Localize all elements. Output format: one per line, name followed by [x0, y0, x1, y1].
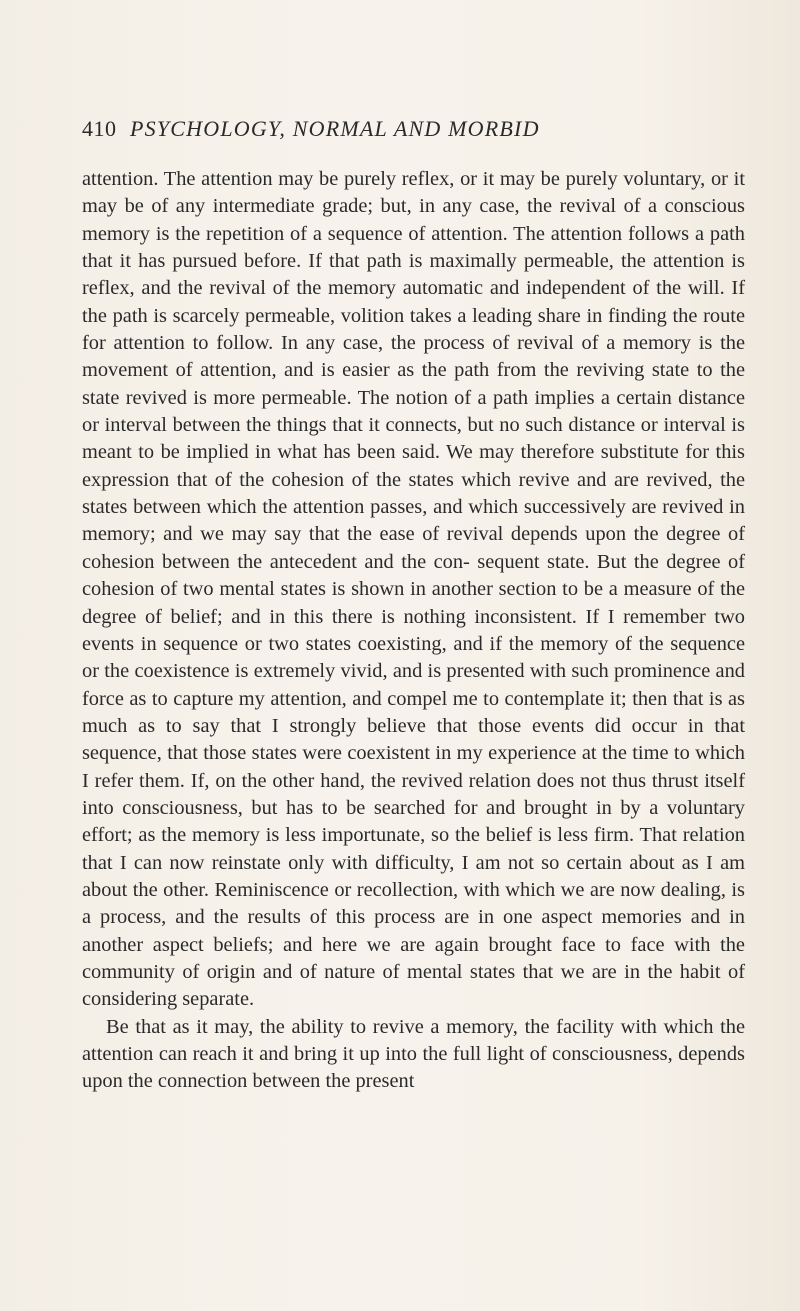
running-title: PSYCHOLOGY, NORMAL AND MORBID: [130, 116, 540, 141]
page-number: 410: [82, 116, 117, 141]
page-header: [82, 116, 742, 150]
body-text: [82, 166, 745, 1096]
paragraph-be-that-as-it-may: Be that as it may, the ability to revive a memory, the facility with which the attention can reach it and bring it up into the full light of consciousness, depends upon the connection between the present: [82, 1015, 745, 1093]
paragraph-continued: attention. The attention may be purely reflex, or it may be purely voluntary, or it may be of any intermediate grade; but, in any case, the revival of a conscious memory is the repetition of a sequence of attention. The attention follows a path that it has pursued before. If that path is maximally permeable, the attention is reflex, and the revival of the memory automatic and independent of the will. If the path is scarcely permeable, volition takes a leading share in finding the route for attention to follow. In any case, the process of revival of a memory is the movement of attention, and is easier as the path from the reviving state to the state revived is more permeable. The notion of a path implies a certain distance or interval between the things that it connects, but no such distance or interval is meant to be implied in what has been said. We may therefore substitute for this expression that of the cohesion of the states which revive and are revived, the states between which the attention passes, and which successively are revived in memory; and we may say that the ease of revival depends upon the degree of cohesion between the antecedent and the con- sequent state. But the degree of cohesion of two mental states is shown in another section to be a measure of the degree of belief; and in this there is nothing inconsistent. If I remember two events in sequence or two states coexisting, and if the memory of the sequence or the coexistence is extremely vivid, and is presented with such prominence and force as to capture my attention, and compel me to contemplate it; then that is as much as to say that I strongly believe that those events did occur in that sequence, that those states were coexistent in my experience at the time to which I refer them. If, on the other hand, the revived relation does not thus thrust itself into consciousness, but has to be searched for and brought in by a voluntary effort; as the memory is less importunate, so the belief is less firm. That relation that I can now reinstate only with difficulty, I am not so certain about as I am about the other. Reminiscence or recollection, with which we are now dealing, is a process, and the results of this process are in one aspect memories and in another aspect beliefs; and here we are again brought face to face with the community of origin and of nature of mental states that we are in the habit of considering separate.: [82, 168, 745, 1011]
